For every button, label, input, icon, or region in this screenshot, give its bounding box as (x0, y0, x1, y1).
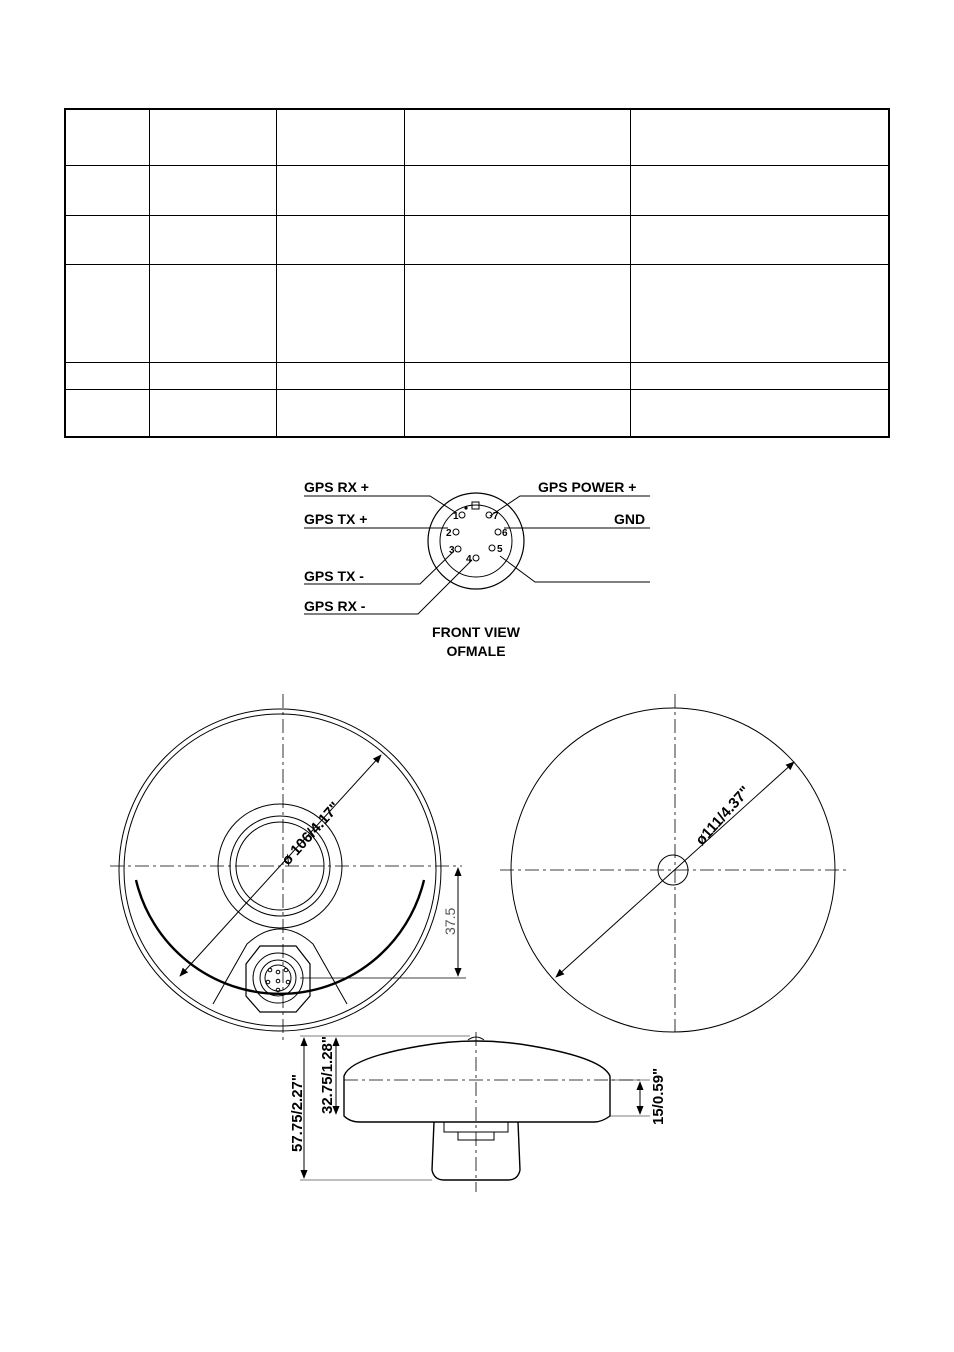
pin-label: 7 (493, 511, 499, 522)
label-gps-tx-minus: GPS TX - (304, 568, 364, 584)
diameter-arrow (180, 755, 381, 976)
label-gps-tx-plus: GPS TX + (304, 511, 368, 527)
height-extension-lines (300, 1036, 650, 1180)
pin-label: 1 (453, 511, 459, 522)
connector-pinout (304, 479, 650, 659)
centerlines (500, 694, 846, 1032)
housing-outline (119, 709, 441, 1031)
key-dot (464, 506, 467, 509)
diameter-symbol: ø (278, 850, 298, 869)
label-gps-rx-minus: GPS RX - (304, 598, 366, 614)
bottom-view (500, 694, 846, 1032)
connector-top-icon (246, 946, 310, 1012)
dim-total-height: 57.75/2.27" (289, 1073, 306, 1152)
side-view (289, 1032, 667, 1192)
label-gnd: GND (614, 511, 646, 527)
pin-label: 5 (497, 544, 503, 555)
label-gps-power-plus: GPS POWER + (538, 479, 637, 495)
connector-face (428, 493, 524, 589)
centerlines (344, 1032, 640, 1192)
dome-outline (344, 1041, 610, 1122)
pin-label: 4 (466, 554, 472, 565)
top-view (110, 694, 466, 1040)
pin-label: 3 (449, 545, 455, 556)
pin-label: 2 (446, 528, 452, 539)
dim-bottom-diameter: ø111/4.37" (692, 783, 754, 849)
dim-top-diameter (278, 799, 343, 869)
dim-offset: 37.5 (442, 907, 458, 935)
top-diameter-value: 106/4.17" (287, 798, 344, 859)
label-gps-rx-plus: GPS RX + (304, 479, 369, 495)
caption-line2: OFMALE (446, 643, 506, 659)
caption-line1: FRONT VIEW (432, 624, 520, 640)
pin-label: 6 (502, 528, 508, 539)
dim-base-height: 15/0.59" (650, 1067, 667, 1125)
dim-dome-height: 32.75/1.28" (319, 1035, 336, 1114)
